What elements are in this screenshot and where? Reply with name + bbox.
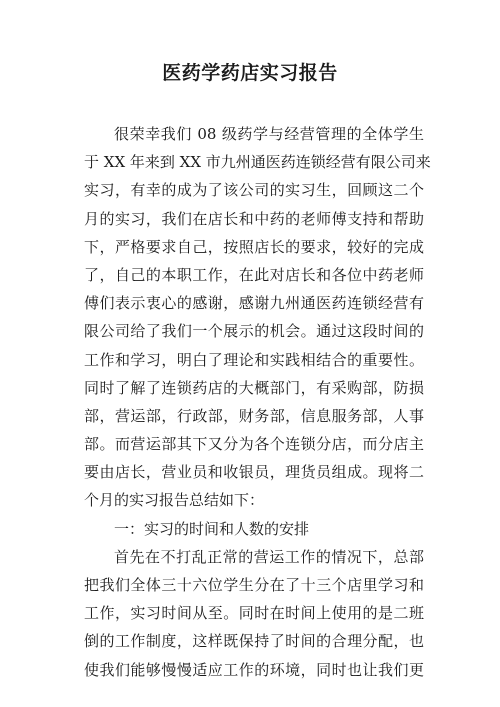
body-line: 傅们表示衷心的感谢，感谢九州通医药连锁经营有 [84,294,424,313]
body-line: 首先在不打乱正常的营运工作的情况下，总部 [114,547,424,566]
body-line: 使我们能够慢慢适应工作的环境，同时也让我们更 [84,660,424,679]
body-line: 了，自己的本职工作，在此对店长和各位中药老师 [84,265,424,284]
section-heading: 一：实习的时间和人数的安排 [114,519,310,538]
body-line: 下，严格要求自己，按照店长的要求，较好的完成 [84,237,424,256]
body-line: 月的实习，我们在店长和中药的老师傅支持和帮助 [84,209,424,228]
body-line: 于 XX 年来到 XX 市九州通医药连锁经营有限公司来 [84,153,431,172]
document-body [84,120,431,684]
body-line: 要由店长，营业员和收银员，理货员组成。现将二 [84,463,424,482]
body-line: 同时了解了连锁药店的大概部门，有采购部，防损 [84,378,424,397]
body-line: 限公司给了我们一个展示的机会。通过这段时间的 [84,322,424,341]
body-line: 把我们全体三十六位学生分在了十三个店里学习和 [84,576,424,594]
body-line: 个月的实习报告总结如下： [84,491,265,510]
body-line: 部。而营运部其下又分为各个连锁分店，而分店主 [84,435,424,454]
body-line: 工作，实习时间从至。同时在时间上使用的是二班 [84,604,424,623]
body-line: 实习，有幸的成为了该公司的实习生，回顾这二个 [84,181,424,200]
body-line: 工作和学习，明白了理论和实践相结合的重要性。 [84,350,424,369]
body-line: 部，营运部，行政部，财务部，信息服务部，人事 [84,406,424,425]
body-line: 倒的工作制度，这样既保持了时间的合理分配，也 [84,632,424,651]
body-line: 很荣幸我们 08 级药学与经营管理的全体学生 [114,125,424,143]
document-title: 医药学药店实习报告 [162,62,338,84]
